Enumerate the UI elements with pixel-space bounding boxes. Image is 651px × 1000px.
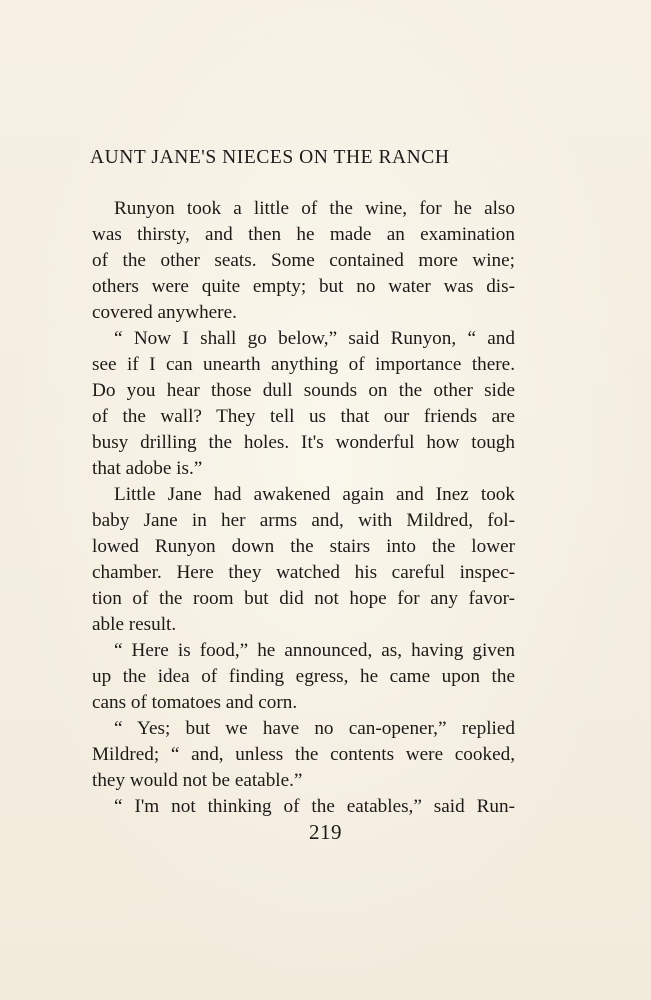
text-line: chamber. Here they watched his careful inspec-	[92, 562, 515, 583]
text-line: Mildred; “ and, unless the contents were cooked,	[92, 744, 515, 765]
body-text	[92, 196, 515, 820]
text-line: that adobe is.”	[92, 458, 203, 479]
text-line: Little Jane had awakened again and Inez took	[114, 484, 515, 505]
text-line: they would not be eatable.”	[92, 770, 303, 791]
text-line: baby Jane in her arms and, with Mildred, fol-	[92, 510, 515, 531]
text-line: “ I'm not thinking of the eatables,” said Run-	[114, 796, 515, 817]
text-line: Do you hear those dull sounds on the other side	[92, 380, 515, 401]
text-line: able result.	[92, 614, 177, 635]
text-line: of the other seats. Some contained more wine;	[92, 250, 515, 271]
text-line: “ Now I shall go below,” said Runyon, “ and	[114, 328, 515, 349]
text-line: “ Here is food,” he announced, as, having given	[114, 640, 515, 661]
text-line: was thirsty, and then he made an examination	[92, 224, 515, 245]
text-line: of the wall? They tell us that our friends are	[92, 406, 515, 427]
text-line: others were quite empty; but no water was dis-	[92, 276, 515, 297]
text-line: lowed Runyon down the stairs into the lower	[92, 536, 515, 557]
text-line: cans of tomatoes and corn.	[92, 692, 298, 713]
page-number: 219	[309, 820, 342, 844]
text-line: busy drilling the holes. It's wonderful how tough	[92, 432, 515, 453]
running-head: AUNT JANE'S NIECES ON THE RANCH	[90, 147, 450, 168]
text-line: tion of the room but did not hope for any favor-	[92, 588, 515, 609]
text-line: “ Yes; but we have no can-opener,” replied	[114, 718, 515, 739]
text-line: up the idea of finding egress, he came upon the	[92, 666, 515, 687]
text-line: Runyon took a little of the wine, for he also	[114, 198, 515, 219]
text-line: see if I can unearth anything of importance there.	[92, 354, 515, 375]
text-line: covered anywhere.	[92, 302, 237, 323]
